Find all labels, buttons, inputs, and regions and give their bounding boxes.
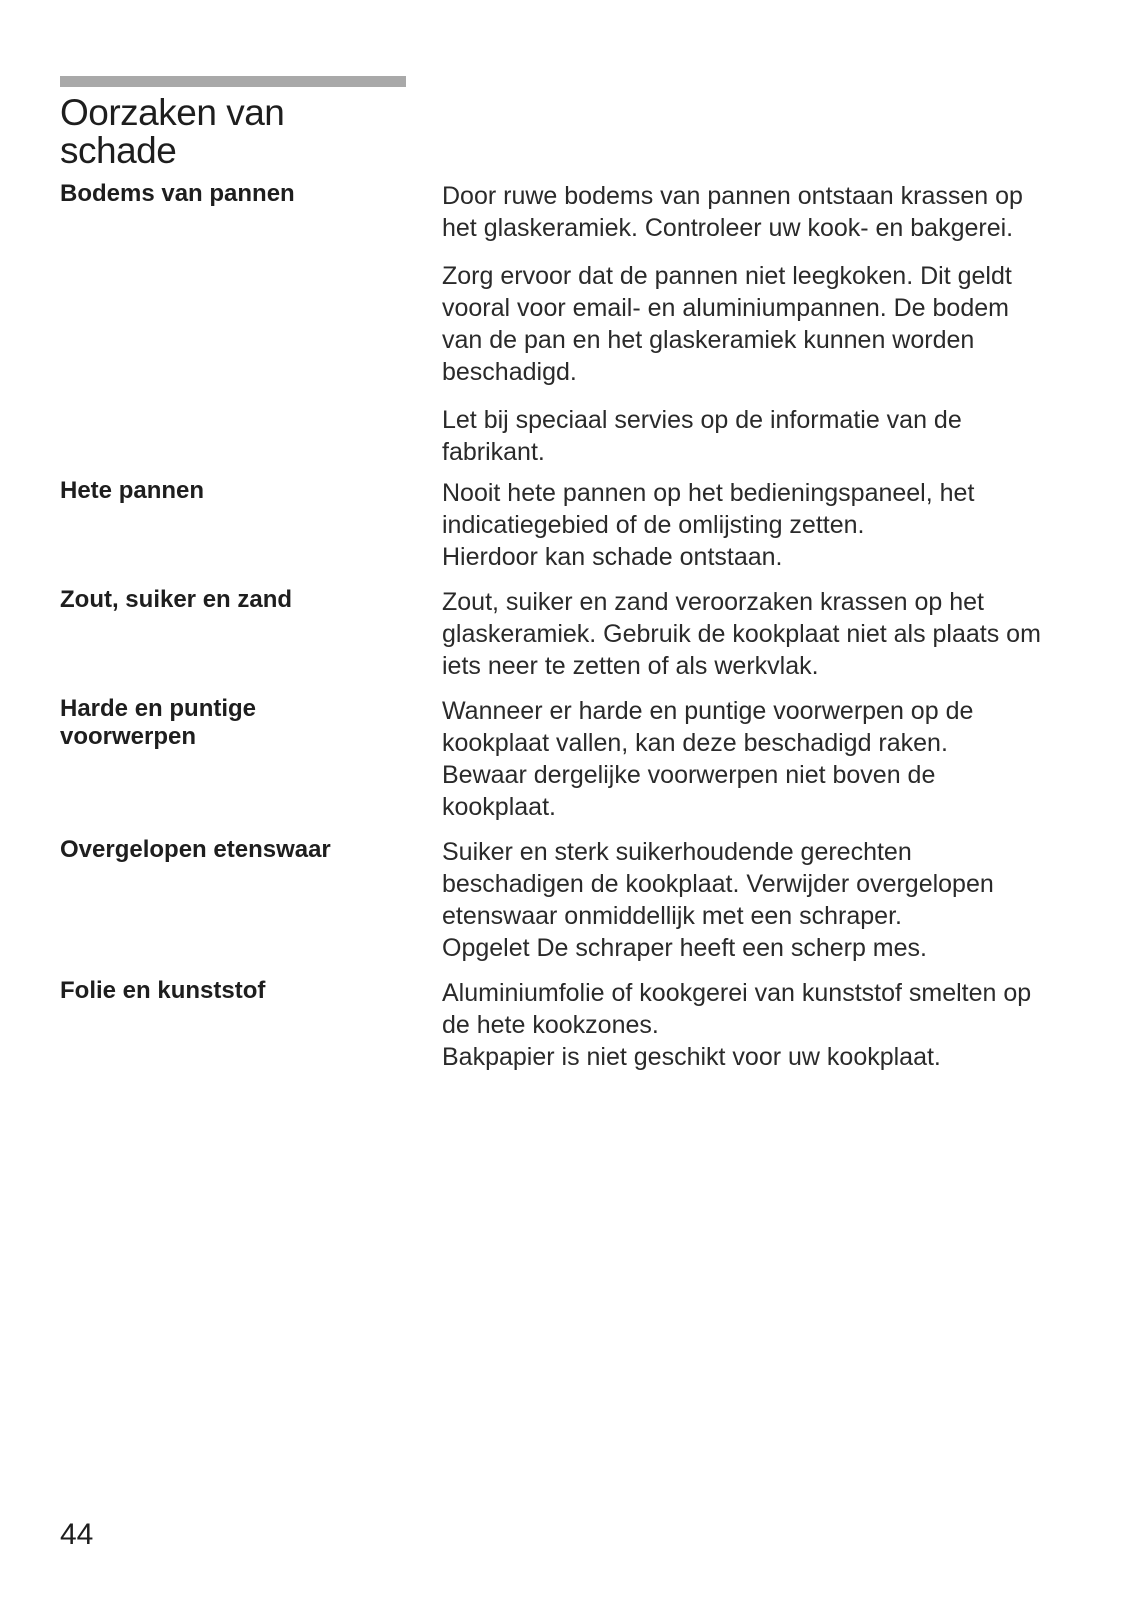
paragraph: Suiker en sterk suikerhoudende gerechten beschadigen de kookplaat. Verwijder overgelopen etenswaar onmiddellijk met een schraper. Opgelet De schraper heeft een scherp mes. — [442, 838, 994, 962]
section-body — [442, 477, 1082, 589]
section-label: Hete pannen — [60, 477, 205, 504]
paragraph: Nooit hete pannen op het bedieningspaneel, het indicatiegebied of de omlijsting zetten. Hierdoor kan schade ontstaan. — [442, 479, 975, 571]
title-rule — [60, 76, 406, 87]
page-title: Oorzaken van schade — [60, 92, 285, 171]
paragraph: Door ruwe bodems van pannen ontstaan krassen op het glaskeramiek. Controleer uw kook- en bakgerei. — [442, 182, 1023, 242]
section-body — [442, 586, 1082, 698]
paragraph: Wanneer er harde en puntige voorwerpen op de kookplaat vallen, kan deze beschadigd raken. Bewaar dergelijke voorwerpen niet boven de kookplaat. — [442, 697, 974, 821]
page-number: 44 — [60, 1518, 94, 1551]
section-label: Overgelopen etenswaar — [60, 836, 331, 863]
section-label: Bodems van pannen — [60, 180, 295, 207]
section-body — [442, 180, 1082, 484]
paragraph: Zout, suiker en zand veroorzaken krassen op het glaskeramiek. Gebruik de kookplaat niet als plaats om iets neer te zetten of als werkvlak. — [442, 588, 1041, 680]
section-label: Zout, suiker en zand — [60, 586, 293, 613]
section-body — [442, 836, 1082, 980]
paragraph: Aluminiumfolie of kookgerei van kunststof smelten op de hete kookzones. Bakpapier is niet geschikt voor uw kookplaat. — [442, 979, 1032, 1071]
section-label: Folie en kunststof — [60, 977, 266, 1004]
paragraph: Zorg ervoor dat de pannen niet leegkoken. Dit geldt vooral voor email- en aluminiumpannen. De bodem van de pan en het glaskeramiek kunnen worden beschadigd. — [442, 262, 1012, 386]
paragraph: Let bij speciaal servies op de informatie van de fabrikant. — [442, 406, 962, 466]
section-body — [442, 695, 1082, 839]
section-body — [442, 977, 1082, 1089]
section-label: Harde en puntige voorwerpen — [60, 695, 257, 750]
